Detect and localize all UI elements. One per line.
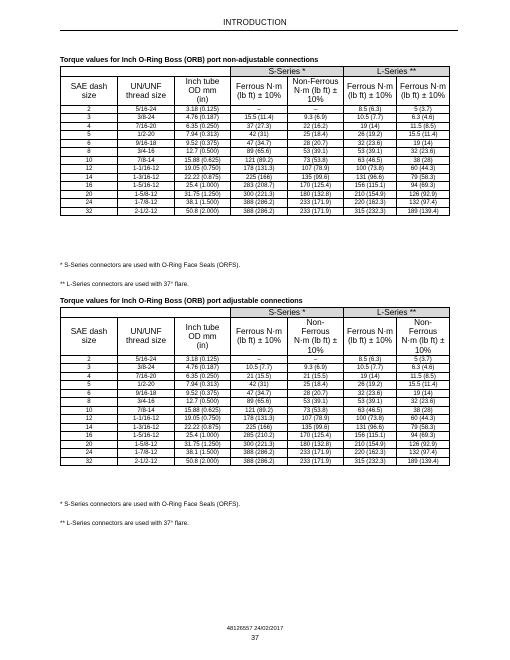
table-cell: 32 (23.6) [344, 139, 397, 148]
col-header-sae-dash-size: SAE dash size [61, 77, 118, 106]
table-row [61, 148, 450, 157]
table-cell: 24 [61, 199, 118, 208]
table-cell: 170 (125.4) [288, 182, 344, 191]
table-cell: 26 (19.2) [344, 131, 397, 140]
table-cell: 25.4 (1.000) [175, 432, 231, 441]
table-row [61, 389, 450, 398]
col-header-tube-od: Inch tube OD mm (in) [175, 318, 231, 356]
table-cell: 178 (131.3) [231, 415, 288, 424]
table-row [61, 415, 450, 424]
col-header-l-ferrous-2: Ferrous N·m (lb ft) ± 10% [397, 77, 450, 106]
table-cell: 32 (23.6) [397, 148, 450, 157]
table-cell: 38.1 (1.500) [175, 199, 231, 208]
table-row [61, 364, 450, 373]
table-cell: 100 (73.8) [344, 415, 397, 424]
table-cell: 53 (39.1) [288, 398, 344, 407]
table-cell: 15.88 (0.625) [175, 156, 231, 165]
table-cell: 28 (20.7) [288, 389, 344, 398]
table-row [61, 457, 450, 466]
table-cell: 16 [61, 182, 118, 191]
table-cell: 388 (286.2) [231, 199, 288, 208]
table-cell: 89 (65.6) [231, 398, 288, 407]
col-header-l-ferrous: Ferrous N·m (lb ft) ± 10% [344, 77, 397, 106]
table-cell: – [231, 105, 288, 114]
table-cell: 1-5/16-12 [118, 432, 175, 441]
table-cell: 20 [61, 440, 118, 449]
table-cell: 38 (28) [397, 406, 450, 415]
table-row [61, 199, 450, 208]
table-row [61, 105, 450, 114]
table-cell: 50.8 (2.000) [175, 207, 231, 216]
table-row [61, 156, 450, 165]
table-cell: 189 (139.4) [397, 207, 450, 216]
table-cell: 388 (286.2) [231, 449, 288, 458]
table-cell: 37 (27.3) [231, 122, 288, 131]
col-header-thread-size: UN/UNF thread size [118, 77, 175, 106]
table-cell: 132 (97.4) [397, 199, 450, 208]
table-cell: 1-5/8-12 [118, 440, 175, 449]
table-cell: 180 (132.8) [288, 190, 344, 199]
table-cell: 60 (44.3) [397, 165, 450, 174]
col-header-l-ferrous: Ferrous N·m (lb ft) ± 10% [344, 318, 397, 356]
table-cell: 12.7 (0.500) [175, 398, 231, 407]
table-cell: 19 (14) [397, 139, 450, 148]
table-cell: 12.7 (0.500) [175, 148, 231, 157]
table-row [61, 381, 450, 390]
table-cell: 135 (99.6) [288, 173, 344, 182]
table-cell: 47 (34.7) [231, 389, 288, 398]
col-header-s-ferrous: Ferrous N·m (lb ft) ± 10% [231, 318, 288, 356]
table-cell: 225 (166) [231, 423, 288, 432]
table-cell: 7/8-14 [118, 406, 175, 415]
table-cell: 1/2-20 [118, 381, 175, 390]
table-cell: 60 (44.3) [397, 415, 450, 424]
table-cell: 121 (89.2) [231, 156, 288, 165]
table-cell: 8.5 (6.3) [344, 105, 397, 114]
table-cell: 14 [61, 173, 118, 182]
table-cell: – [288, 105, 344, 114]
table-cell: 6.3 (4.6) [397, 114, 450, 123]
table-cell: 2 [61, 355, 118, 364]
table-cell: 38.1 (1.500) [175, 449, 231, 458]
note-l-series: ** L-Series connectors are used with 37° flare. [60, 520, 189, 527]
table-cell: 132 (97.4) [397, 449, 450, 458]
table-row [61, 165, 450, 174]
table-cell: 19 (14) [344, 372, 397, 381]
table-cell: 32 [61, 207, 118, 216]
table-cell: 24 [61, 449, 118, 458]
table-cell: 1-5/16-12 [118, 182, 175, 191]
table-cell: 3 [61, 364, 118, 373]
table-cell: 5 [61, 131, 118, 140]
table-cell: 9/16-18 [118, 139, 175, 148]
table-cell: 131 (96.6) [344, 173, 397, 182]
page-header-title: INTRODUCTION [223, 18, 287, 27]
table-cell: 15.5 (11.4) [397, 381, 450, 390]
table-cell: 388 (286.2) [231, 457, 288, 466]
table-cell: 32 (23.6) [344, 389, 397, 398]
note-s-series: * S-Series connectors are used with O-Ring Face Seals (ORFS). [60, 501, 241, 508]
table-cell: 5 (3.7) [397, 105, 450, 114]
table-cell: 1-3/16-12 [118, 173, 175, 182]
group-header-l-series: L-Series ** [344, 308, 450, 318]
table-row [61, 398, 450, 407]
table-cell: 21 (15.5) [288, 372, 344, 381]
table-cell: 53 (39.1) [288, 148, 344, 157]
table-cell: 12 [61, 165, 118, 174]
table-cell: 6.3 (4.6) [397, 364, 450, 373]
table-1-title: Torque values for Inch O-Ring Boss (ORB) port non-adjustable connections [60, 55, 319, 64]
table-row [61, 372, 450, 381]
table-cell: 1-1/16-12 [118, 415, 175, 424]
table-cell: 5/16-24 [118, 355, 175, 364]
col-header-l-non-ferrous: Non-Ferrous N·m (lb ft) ± 10% [397, 318, 450, 356]
table-row [61, 449, 450, 458]
table-cell: 47 (34.7) [231, 139, 288, 148]
table-cell: 9.52 (0.375) [175, 389, 231, 398]
table-body [61, 105, 450, 216]
table-cell: 210 (154.9) [344, 440, 397, 449]
table-cell: 42 (31) [231, 131, 288, 140]
col-header-s-non-ferrous: Non-Ferrous N·m (lb ft) ± 10% [288, 77, 344, 106]
table-cell: 9/16-18 [118, 389, 175, 398]
table-row [61, 114, 450, 123]
table-cell: 7/16-20 [118, 372, 175, 381]
table-cell: 5 [61, 381, 118, 390]
table-cell: 156 (115.1) [344, 432, 397, 441]
table-cell: 4.76 (0.187) [175, 114, 231, 123]
table-cell: 126 (92.9) [397, 440, 450, 449]
table-cell: 19 (14) [344, 122, 397, 131]
table-cell: 10 [61, 406, 118, 415]
table-cell: 15.5 (11.4) [397, 131, 450, 140]
table-cell: 3 [61, 114, 118, 123]
table-cell: 20 [61, 190, 118, 199]
table-cell: 31.75 (1.250) [175, 190, 231, 199]
table-row [61, 406, 450, 415]
table-cell: 5 (3.7) [397, 355, 450, 364]
table-row [61, 440, 450, 449]
header-divider [60, 30, 458, 31]
table-cell: 6 [61, 139, 118, 148]
table-row [61, 182, 450, 191]
table-cell: 22.22 (0.875) [175, 423, 231, 432]
table-cell: 9.3 (6.9) [288, 114, 344, 123]
table-cell: 315 (232.3) [344, 457, 397, 466]
table-cell: 94 (69.3) [397, 432, 450, 441]
table-cell: 89 (65.6) [231, 148, 288, 157]
table-cell: 11.5 (8.5) [397, 122, 450, 131]
table-cell: 4.76 (0.187) [175, 364, 231, 373]
table-cell: 3.18 (0.125) [175, 105, 231, 114]
table-cell: – [231, 355, 288, 364]
table-cell: 19.05 (0.750) [175, 415, 231, 424]
col-header-thread-size: UN/UNF thread size [118, 318, 175, 356]
note-l-series: ** L-Series connectors are used with 37° flare. [60, 281, 189, 288]
table-cell: 63 (46.5) [344, 406, 397, 415]
torque-table-non-adjustable [60, 66, 450, 216]
table-cell: 6.35 (0.250) [175, 122, 231, 131]
table-cell: 73 (53.8) [288, 406, 344, 415]
table-cell: 25 (18.4) [288, 381, 344, 390]
table-cell: 31.75 (1.250) [175, 440, 231, 449]
table-cell: 6 [61, 389, 118, 398]
table-cell: 42 (31) [231, 381, 288, 390]
table-cell: 233 (171.9) [288, 449, 344, 458]
col-header-tube-od: Inch tube OD mm (in) [175, 77, 231, 106]
table-cell: 12 [61, 415, 118, 424]
table-cell: – [288, 355, 344, 364]
table-cell: 233 (171.9) [288, 207, 344, 216]
table-cell: 135 (99.6) [288, 423, 344, 432]
table-cell: 10.5 (7.7) [231, 364, 288, 373]
table-cell: 4 [61, 122, 118, 131]
table-cell: 300 (221.3) [231, 190, 288, 199]
table-cell: 1-3/16-12 [118, 423, 175, 432]
table-cell: 73 (53.8) [288, 156, 344, 165]
table-cell: 220 (162.3) [344, 199, 397, 208]
table-cell: 38 (28) [397, 156, 450, 165]
table-row [61, 173, 450, 182]
table-cell: 1-7/8-12 [118, 199, 175, 208]
table-row [61, 207, 450, 216]
table-cell: 107 (78.9) [288, 415, 344, 424]
table-cell: 79 (58.3) [397, 423, 450, 432]
table-cell: 15.5 (11.4) [231, 114, 288, 123]
table-row [61, 355, 450, 364]
table-cell: 3/8-24 [118, 364, 175, 373]
table-cell: 100 (73.8) [344, 165, 397, 174]
group-header-s-series: S-Series * [231, 67, 344, 77]
table-cell: 126 (92.9) [397, 190, 450, 199]
table-2-title: Torque values for Inch O-Ring Boss (ORB) port adjustable connections [60, 296, 303, 305]
table-cell: 10.5 (7.7) [344, 364, 397, 373]
table-cell: 8 [61, 398, 118, 407]
table-cell: 53 (39.1) [344, 148, 397, 157]
table-cell: 1-5/8-12 [118, 190, 175, 199]
table-row [61, 190, 450, 199]
table-cell: 22.22 (0.875) [175, 173, 231, 182]
table-cell: 170 (125.4) [288, 432, 344, 441]
table-cell: 2 [61, 105, 118, 114]
table-cell: 178 (131.3) [231, 165, 288, 174]
table-row [61, 432, 450, 441]
table-cell: 28 (20.7) [288, 139, 344, 148]
table-cell: 7/8-14 [118, 156, 175, 165]
table-cell: 210 (154.9) [344, 190, 397, 199]
table-cell: 10 [61, 156, 118, 165]
table-cell: 121 (89.2) [231, 406, 288, 415]
table-cell: 6.35 (0.250) [175, 372, 231, 381]
col-header-s-non-ferrous: Non-Ferrous N·m (lb ft) ± 10% [288, 318, 344, 356]
table-cell: 25.4 (1.000) [175, 182, 231, 191]
table-cell: 10.5 (7.7) [344, 114, 397, 123]
table-cell: 1/2-20 [118, 131, 175, 140]
col-header-sae-dash-size: SAE dash size [61, 318, 118, 356]
table-cell: 3/4-16 [118, 148, 175, 157]
table-cell: 2-1/2-12 [118, 457, 175, 466]
table-cell: 233 (171.9) [288, 457, 344, 466]
table-cell: 9.52 (0.375) [175, 139, 231, 148]
torque-table-adjustable [60, 307, 450, 466]
table-cell: 1-7/8-12 [118, 449, 175, 458]
table-cell: 8.5 (6.3) [344, 355, 397, 364]
table-cell: 315 (232.3) [344, 207, 397, 216]
col-header-s-ferrous: Ferrous N·m (lb ft) ± 10% [231, 77, 288, 106]
group-header-blank [61, 67, 231, 77]
table-cell: 53 (39.1) [344, 398, 397, 407]
table-cell: 94 (69.3) [397, 182, 450, 191]
table-cell: 11.5 (8.5) [397, 372, 450, 381]
table-row [61, 423, 450, 432]
note-s-series: * S-Series connectors are used with O-Ring Face Seals (ORFS). [60, 262, 241, 269]
table-row [61, 122, 450, 131]
table-cell: 156 (115.1) [344, 182, 397, 191]
table-cell: 3/4-16 [118, 398, 175, 407]
table-cell: 189 (139.4) [397, 457, 450, 466]
table-cell: 5/16-24 [118, 105, 175, 114]
table-cell: 63 (46.5) [344, 156, 397, 165]
table-cell: 7/16-20 [118, 122, 175, 131]
table-row [61, 139, 450, 148]
table-cell: 9.3 (6.9) [288, 364, 344, 373]
table-cell: 7.94 (0.313) [175, 131, 231, 140]
table-cell: 14 [61, 423, 118, 432]
table-cell: 300 (221.3) [231, 440, 288, 449]
table-cell: 50.8 (2.000) [175, 457, 231, 466]
table-cell: 388 (286.2) [231, 207, 288, 216]
table-body [61, 355, 450, 466]
table-cell: 3/8-24 [118, 114, 175, 123]
table-cell: 8 [61, 148, 118, 157]
table-cell: 107 (78.9) [288, 165, 344, 174]
footer-doc-ref: 48126557 24/02/2017 [226, 626, 284, 632]
group-header-l-series: L-Series ** [344, 67, 450, 77]
table-cell: 3.18 (0.125) [175, 355, 231, 364]
table-cell: 15.88 (0.625) [175, 406, 231, 415]
group-header-s-series: S-Series * [231, 308, 344, 318]
table-cell: 2-1/2-12 [118, 207, 175, 216]
table-cell: 285 (210.2) [231, 432, 288, 441]
table-cell: 16 [61, 432, 118, 441]
table-cell: 283 (208.7) [231, 182, 288, 191]
table-cell: 22 (16.2) [288, 122, 344, 131]
table-cell: 1-1/16-12 [118, 165, 175, 174]
table-row [61, 131, 450, 140]
table-cell: 225 (166) [231, 173, 288, 182]
table-cell: 32 [61, 457, 118, 466]
table-cell: 19 (14) [397, 389, 450, 398]
table-cell: 4 [61, 372, 118, 381]
table-cell: 26 (19.2) [344, 381, 397, 390]
table-cell: 19.05 (0.750) [175, 165, 231, 174]
table-cell: 21 (15.5) [231, 372, 288, 381]
table-cell: 7.94 (0.313) [175, 381, 231, 390]
table-cell: 79 (58.3) [397, 173, 450, 182]
table-cell: 220 (162.3) [344, 449, 397, 458]
table-cell: 32 (23.6) [397, 398, 450, 407]
table-cell: 180 (132.8) [288, 440, 344, 449]
table-cell: 25 (18.4) [288, 131, 344, 140]
table-cell: 233 (171.9) [288, 199, 344, 208]
group-header-blank [61, 308, 231, 318]
footer-page-number: 37 [251, 635, 259, 642]
table-cell: 131 (96.6) [344, 423, 397, 432]
